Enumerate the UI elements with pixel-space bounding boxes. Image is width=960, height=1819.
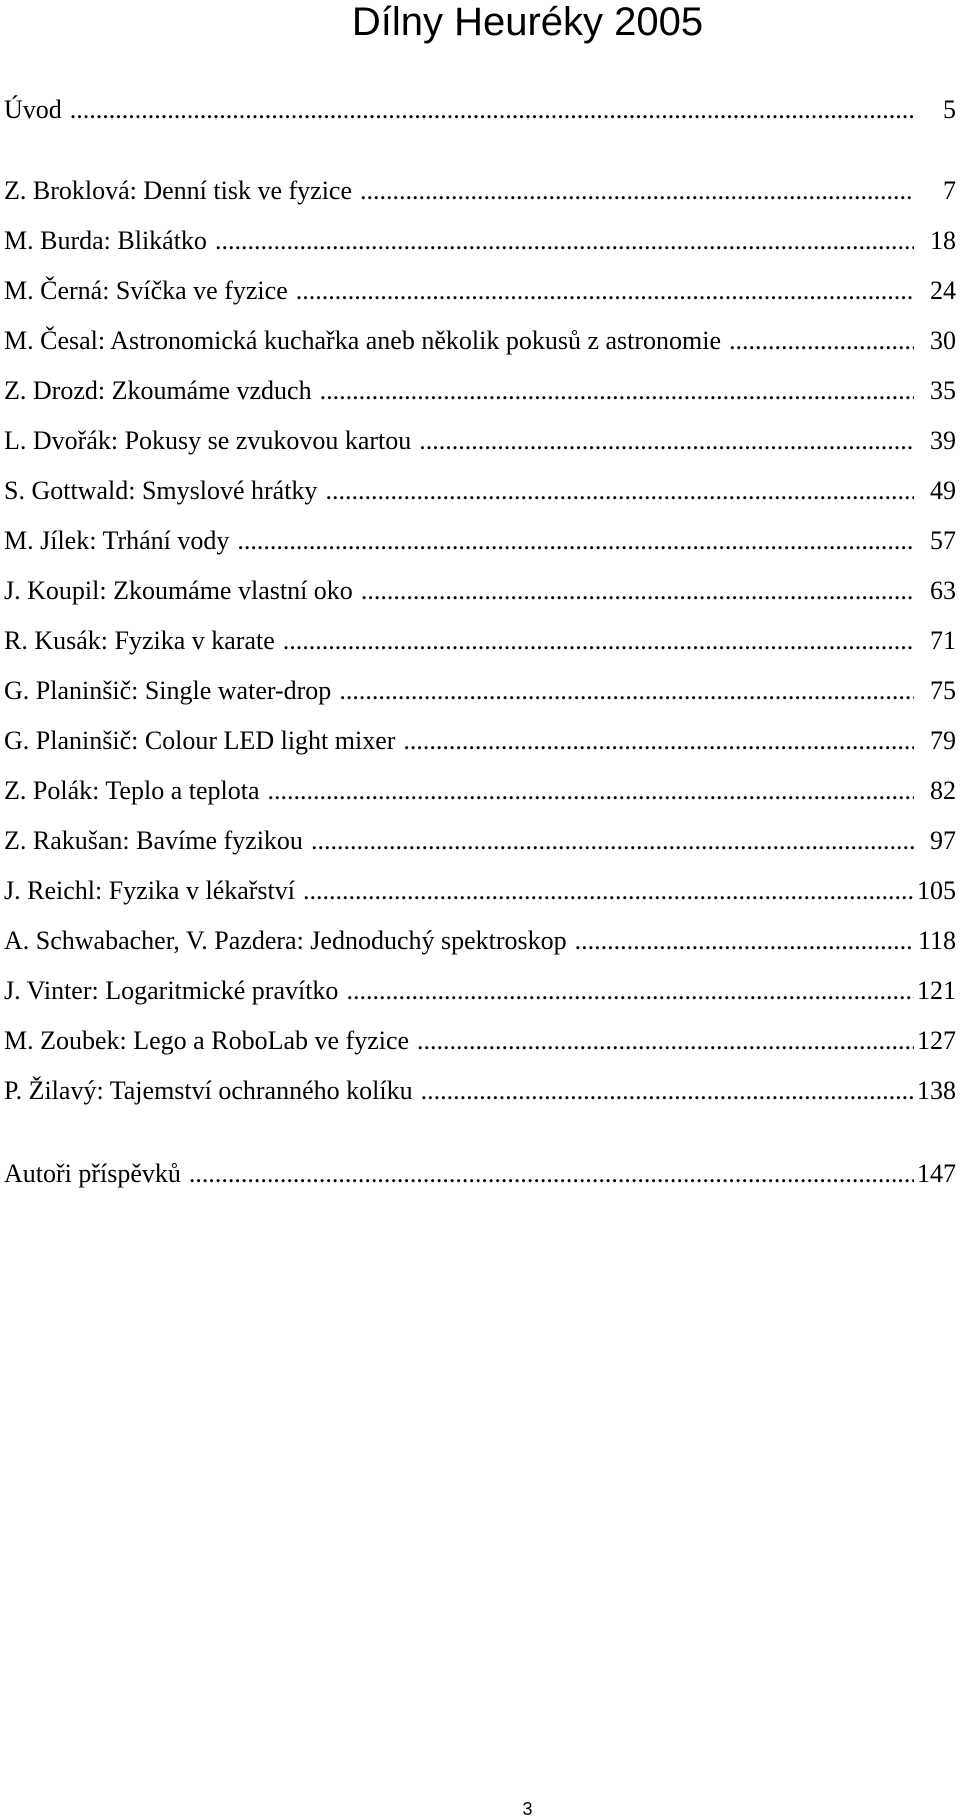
toc-leader-dots xyxy=(353,571,914,611)
toc-entry-text: L. Dvořák: Pokusy se zvukovou kartou xyxy=(4,426,412,455)
toc-leader-dots xyxy=(413,1071,914,1111)
toc-entry-page: 18 xyxy=(930,226,956,255)
toc-entry-text: Z. Broklová: Denní tisk ve fyzice xyxy=(4,176,353,205)
toc-entry-text: J. Koupil: Zkoumáme vlastní oko xyxy=(4,576,353,605)
toc-leader-dots xyxy=(352,171,914,211)
toc-entry xyxy=(4,421,956,461)
toc-leader-dots xyxy=(275,621,914,661)
toc-entry-page: 75 xyxy=(930,676,956,705)
toc-entry-text: M. Burda: Blikátko xyxy=(4,226,207,255)
toc-entry-page: 7 xyxy=(943,176,956,205)
toc-entry-text: R. Kusák: Fyzika v karate xyxy=(4,626,275,655)
toc-entry-text: Z. Polák: Teplo a teplota xyxy=(4,776,260,805)
toc-entry xyxy=(4,221,956,261)
toc-entry xyxy=(4,271,956,311)
toc-entry-page: 105 xyxy=(917,876,956,905)
toc-entry-text: M. Česal: Astronomická kuchařka aneb několik pokusů z astronomie xyxy=(4,326,722,355)
toc-entry-text: G. Planinšič: Single water-drop xyxy=(4,676,332,705)
toc-entry-text: Úvod xyxy=(4,95,62,124)
toc-leader-dots xyxy=(288,271,914,311)
toc-entry-page: 30 xyxy=(930,326,956,355)
toc-entry-page: 82 xyxy=(930,776,956,805)
toc-entry-page: 24 xyxy=(930,276,956,305)
toc-entry xyxy=(4,1021,956,1061)
toc-entry-page: 118 xyxy=(917,926,956,955)
toc-entry-text: G. Planinšič: Colour LED light mixer xyxy=(4,726,396,755)
toc-entry xyxy=(4,971,956,1011)
toc-entry xyxy=(4,671,956,711)
toc-leader-dots xyxy=(181,1154,914,1194)
toc-entry-page: 147 xyxy=(917,1159,956,1188)
toc-leader-dots xyxy=(331,671,914,711)
toc-entry xyxy=(4,821,956,861)
toc-entry-text: M. Jílek: Trhání vody xyxy=(4,526,230,555)
toc-leader-dots xyxy=(295,871,914,911)
toc-entry-text: Z. Drozd: Zkoumáme vzduch xyxy=(4,376,312,405)
toc-entry-page: 79 xyxy=(930,726,956,755)
toc-entry-text: A. Schwabacher, V. Pazdera: Jednoduchý spektroskop xyxy=(4,926,567,955)
toc-entry xyxy=(4,521,956,561)
toc-entry-page: 49 xyxy=(930,476,956,505)
toc-entry xyxy=(4,1071,956,1111)
toc-entry xyxy=(4,721,956,761)
toc-leader-dots xyxy=(207,221,914,261)
toc-entry-page: 35 xyxy=(930,376,956,405)
toc-entry-page: 5 xyxy=(943,95,956,124)
toc-leader-dots xyxy=(338,971,914,1011)
toc-entry-text: Z. Rakušan: Bavíme fyzikou xyxy=(4,826,303,855)
toc-entry-page: 127 xyxy=(917,1026,956,1055)
toc-leader-dots xyxy=(259,771,914,811)
toc-entry xyxy=(4,371,956,411)
toc-entry-intro xyxy=(4,90,956,130)
toc-entry-page: 39 xyxy=(930,426,956,455)
toc-leader-dots xyxy=(62,90,914,130)
toc-entry xyxy=(4,871,956,911)
toc-entry xyxy=(4,571,956,611)
toc-leader-dots xyxy=(567,921,914,961)
page-number: 3 xyxy=(522,1799,533,1819)
toc-entry-text: P. Žilavý: Tajemství ochranného kolíku xyxy=(4,1076,413,1105)
toc-entry-page: 71 xyxy=(930,626,956,655)
toc-entry-text: J. Vinter: Logaritmické pravítko xyxy=(4,976,339,1005)
toc-entry-page: 121 xyxy=(917,976,956,1005)
toc-entry-page: 63 xyxy=(930,576,956,605)
toc-entry xyxy=(4,621,956,661)
toc-leader-dots xyxy=(395,721,914,761)
toc-entry-text: Autoři příspěvků xyxy=(4,1159,181,1188)
toc-entry-page: 57 xyxy=(930,526,956,555)
toc-leader-dots xyxy=(411,421,914,461)
toc-entry-text: S. Gottwald: Smyslové hrátky xyxy=(4,476,318,505)
toc-entry xyxy=(4,471,956,511)
toc-entry xyxy=(4,771,956,811)
toc-leader-dots xyxy=(317,471,914,511)
toc-leader-dots xyxy=(409,1021,914,1061)
toc-entry xyxy=(4,921,956,961)
toc-entry-page: 138 xyxy=(917,1076,956,1105)
toc-leader-dots xyxy=(721,321,914,361)
toc-entry-authors xyxy=(4,1154,956,1194)
toc-entry-text: M. Černá: Svíčka ve fyzice xyxy=(4,276,288,305)
toc-entry-page: 97 xyxy=(930,826,956,855)
page-title: Dílny Heuréky 2005 xyxy=(351,0,704,44)
toc-leader-dots xyxy=(312,371,914,411)
toc-leader-dots xyxy=(303,821,914,861)
toc-entry xyxy=(4,171,956,211)
toc-entry xyxy=(4,321,956,361)
toc-entry-text: M. Zoubek: Lego a RoboLab ve fyzice xyxy=(4,1026,410,1055)
toc-leader-dots xyxy=(229,521,914,561)
toc-entry-text: J. Reichl: Fyzika v lékařství xyxy=(4,876,296,905)
